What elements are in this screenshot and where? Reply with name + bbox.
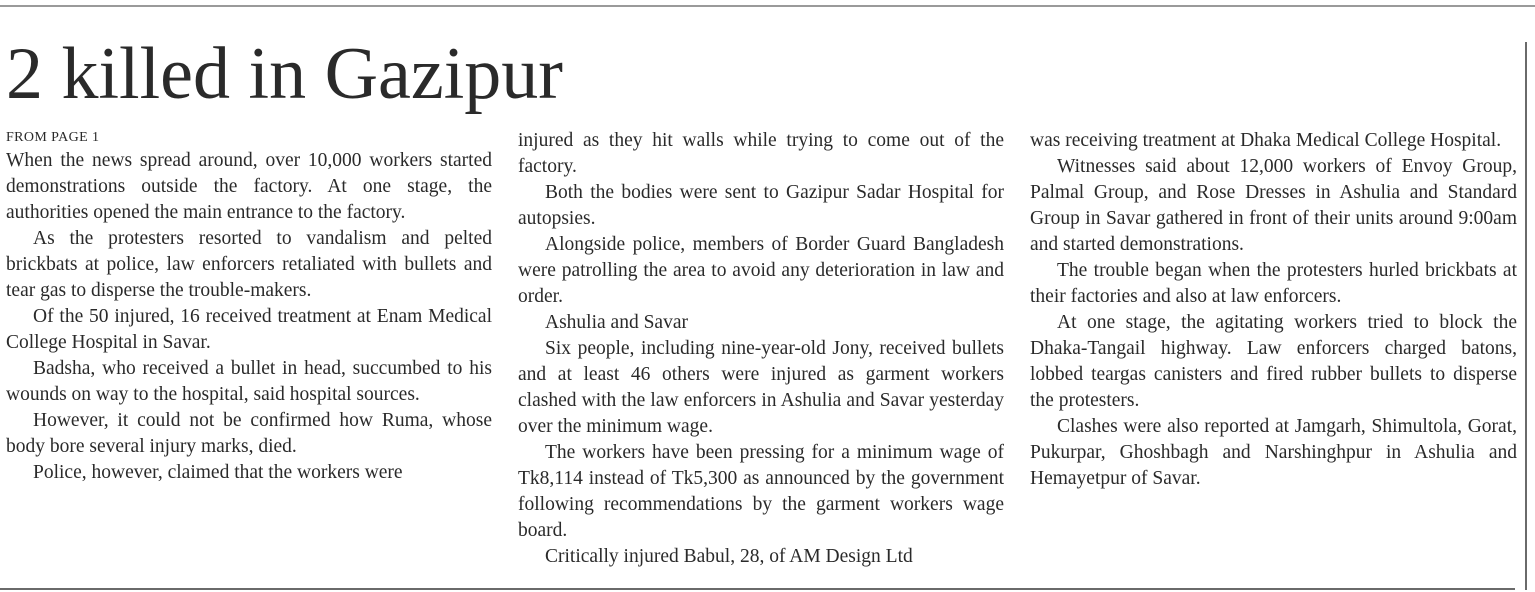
paragraph: Of the 50 injured, 16 received treatment at Enam Medical College Hospital in Savar. xyxy=(6,306,492,353)
right-column-rule xyxy=(1525,42,1527,590)
top-rule xyxy=(0,5,1535,7)
headline: 2 killed in Gazipur xyxy=(6,33,563,115)
paragraph: Alongside police, members of Border Guard Bangladesh were patrolling the area to avoid any deterioration in law and order. xyxy=(518,234,1004,307)
article-column-1 xyxy=(6,128,492,486)
paragraph: Badsha, who received a bullet in head, succumbed to his wounds on way to the hospital, said hospital sources. xyxy=(6,358,492,405)
subheading: Ashulia and Savar xyxy=(545,312,688,333)
paragraph: injured as they hit walls while trying to come out of the factory. xyxy=(518,130,1004,177)
paragraph: Witnesses said about 12,000 workers of Envoy Group, Palmal Group, and Rose Dresses in Ashulia and Standard Group in Savar gathered in front of their units around 9:00am and started demonstrations. xyxy=(1030,156,1517,255)
paragraph: Six people, including nine-year-old Jony, received bullets and at least 46 others were injured as garment workers clashed with the law enforcers in Ashulia and Savar yesterday over the minimum wage. xyxy=(518,338,1004,437)
paragraph: Clashes were also reported at Jamgarh, Shimultola, Gorat, Pukurpar, Ghoshbagh and Narshinghpur in Ashulia and Hemayetpur of Savar. xyxy=(1030,416,1517,489)
paragraph: At one stage, the agitating workers tried to block the Dhaka-Tangail highway. Law enforcers charged batons, lobbed teargas canisters and fired rubber bullets to disperse the protesters. xyxy=(1030,312,1517,411)
paragraph: As the protesters resorted to vandalism and pelted brickbats at police, law enforcers retaliated with bullets and tear gas to disperse the trouble-makers. xyxy=(6,228,492,301)
article-column-3 xyxy=(1030,128,1517,492)
paragraph: Police, however, claimed that the workers were xyxy=(33,462,403,483)
paragraph: was receiving treatment at Dhaka Medical College Hospital. xyxy=(1030,130,1502,151)
paragraph: The workers have been pressing for a minimum wage of Tk8,114 instead of Tk5,300 as announced by the government following recommendations by the garment workers wage board. xyxy=(518,442,1004,541)
paragraph: However, it could not be confirmed how Ruma, whose body bore several injury marks, died. xyxy=(6,410,492,457)
paragraph: When the news spread around, over 10,000 workers started demonstrations outside the factory. At one stage, the authorities opened the main entrance to the factory. xyxy=(6,150,492,223)
kicker: FROM PAGE 1 xyxy=(6,130,100,145)
article-column-2 xyxy=(518,128,1004,570)
paragraph: Critically injured Babul, 28, of AM Design Ltd xyxy=(545,546,913,567)
bottom-rule xyxy=(0,588,1515,590)
paragraph: Both the bodies were sent to Gazipur Sadar Hospital for autopsies. xyxy=(518,182,1004,229)
paragraph: The trouble began when the protesters hurled brickbats at their factories and also at law enforcers. xyxy=(1030,260,1517,307)
